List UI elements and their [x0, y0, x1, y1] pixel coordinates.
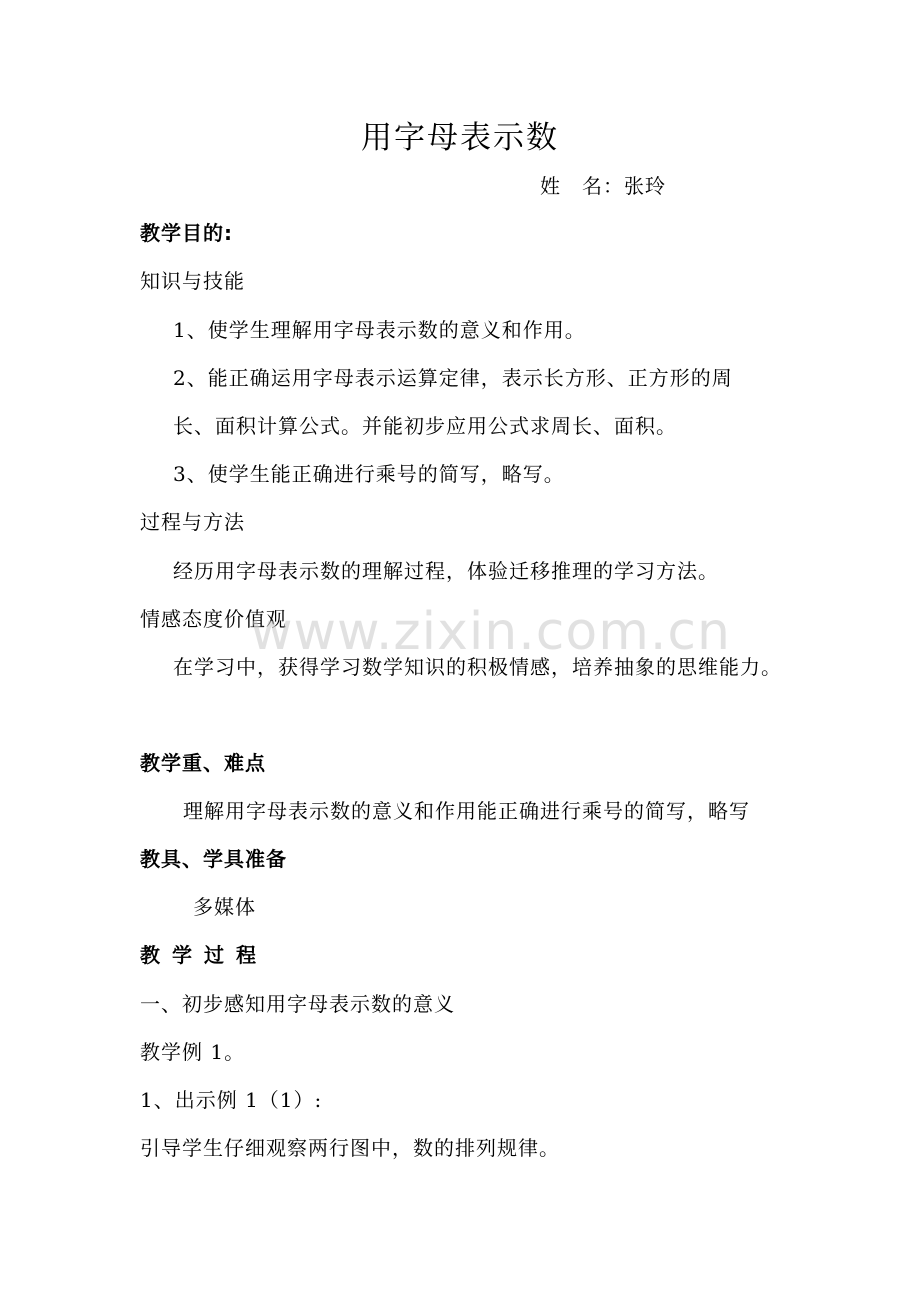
emotion-heading: 情感态度价值观: [140, 607, 287, 631]
tools-text: 多媒体: [193, 895, 256, 919]
tools-heading: 教具、学具准备: [140, 847, 287, 871]
document-title: 用字母表示数: [361, 120, 559, 156]
knowledge-item-3: 3、使学生能正确进行乘号的简写，略写。: [173, 462, 565, 486]
procedure-line-2: 教学例 1。: [140, 1040, 246, 1064]
procedure-line-3: 1、出示例 1（1）:: [140, 1088, 323, 1112]
knowledge-item-2-cont: 长、面积计算公式。并能初步应用公式求周长、面积。: [173, 414, 677, 438]
objectives-heading: 教学目的:: [140, 221, 233, 245]
author-line: [540, 172, 666, 200]
keypoints-heading: 教学重、难点: [140, 751, 266, 775]
author-name: 张玲: [624, 174, 666, 198]
knowledge-item-1: 1、使学生理解用字母表示数的意义和作用。: [173, 318, 586, 342]
keypoints-text: 理解用字母表示数的意义和作用能正确进行乘号的简写，略写: [183, 799, 750, 823]
knowledge-heading: 知识与技能: [140, 269, 245, 293]
watermark: www.zixin.com.cn: [250, 602, 731, 662]
process-text: 经历用字母表示数的理解过程，体验迁移推理的学习方法。: [173, 559, 719, 583]
procedure-line-1: 一、初步感知用字母表示数的意义: [140, 992, 455, 1016]
author-label: 姓 名：: [540, 174, 624, 198]
knowledge-item-2: 2、能正确运用字母表示运算定律，表示长方形、正方形的周: [173, 366, 733, 390]
process-heading: 过程与方法: [140, 510, 245, 534]
procedure-heading: 教学过程: [140, 943, 268, 967]
procedure-line-4: 引导学生仔细观察两行图中，数的排列规律。: [140, 1136, 560, 1160]
emotion-text: 在学习中，获得学习数学知识的积极情感，培养抽象的思维能力。: [173, 655, 782, 679]
